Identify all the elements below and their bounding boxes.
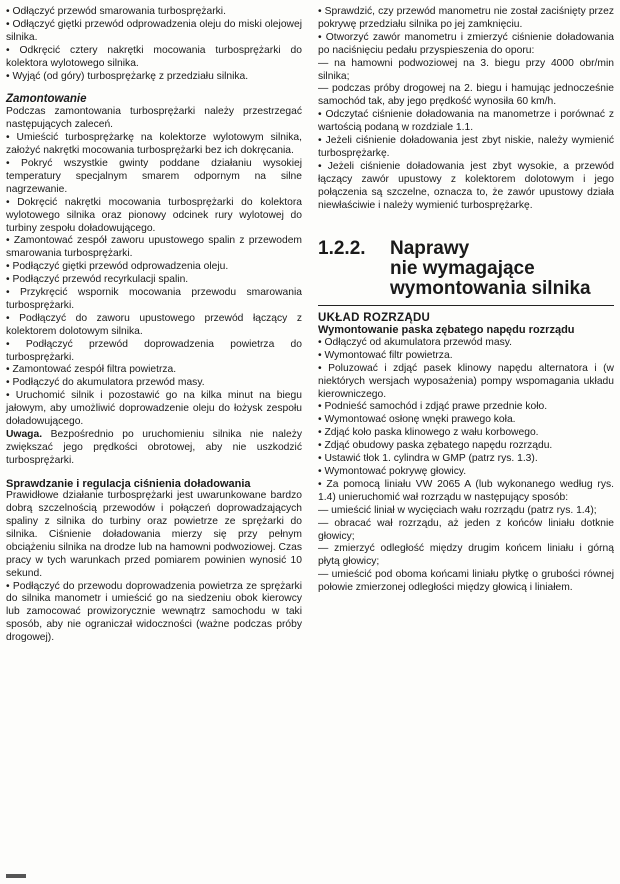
list-item: • Pokryć wszystkie gwinty poddane działaniu wysokiej temperatury specjalnym smarem odpornym na silne nagrzewanie. xyxy=(6,157,302,195)
list-item: — umieścić liniał w wycięciach wału rozrządu (patrz rys. 1.4); xyxy=(318,504,597,516)
list-item: — na hamowni podwoziowej na 3. biegu przy 4000 obr/min silnika; xyxy=(318,57,614,82)
note xyxy=(6,429,302,468)
subsection-title: Wymontowanie paska zębatego napędu rozrządu xyxy=(318,324,575,337)
list-item: • Otworzyć zawór manometru i zmierzyć ciśnienie doładowania po naciśnięciu pedału przyspieszenia do oporu: xyxy=(318,31,614,56)
list-item: • Wyjąć (od góry) turbosprężarkę z przedziału silnika. xyxy=(6,70,249,82)
list-item: • Podłączyć giętki przewód odprowadzenia oleju. xyxy=(6,261,229,273)
chapter-heading xyxy=(318,239,614,299)
list-item: • Jeżeli ciśnienie doładowania jest zbyt wysokie, a przewód łączący zawór upustowy z kolektorem dolotowym i jego połączenia są szczelne, oznacza to, że zawór upustowy działa niewłaściwie i należy wymienić turbosprężarkę. xyxy=(318,160,614,211)
chapter-title-line: wymontowania silnika xyxy=(390,277,591,299)
list-item: • Za pomocą liniału VW 2065 A (lub wykonanego według rys. 1.4) unieruchomić wał rozrządu w następujący sposób: xyxy=(318,478,614,503)
list-item: • Podłączyć do akumulatora przewód masy. xyxy=(6,377,205,389)
list-item: • Podłączyć do zaworu upustowego przewód łączący z kolektorem dolotowym silnika. xyxy=(6,312,302,337)
list-item: • Wymontować osłonę wnęki prawego koła. xyxy=(318,414,516,426)
page-corner-mark xyxy=(6,874,26,878)
section-title-zamontowanie: Zamontowanie xyxy=(6,93,87,106)
list-item: — podczas próby drogowej na 2. biegu i hamując jednocześnie samochód tak, aby jego prędkość wynosiła 60 km/h. xyxy=(318,83,614,108)
note-text: Bezpośrednio po uruchomieniu silnika nie należy zwiększać jego prędkości obrotowej, aby nie uszkodzić turbosprężarki. xyxy=(6,429,302,466)
list-item: • Ustawić tłok 1. cylindra w GMP (patrz rys. 1.3). xyxy=(318,453,538,465)
list-item: — umieścić pod oboma końcami liniału płytkę o grubości równej połowie zmierzonej odległości między głowicą i liniałem. xyxy=(318,569,614,594)
list-item: • Odłączyć giętki przewód odprowadzenia oleju do miski olejowej silnika. xyxy=(6,18,302,43)
list-item: • Zdjąć obudowy paska zębatego napędu rozrządu. xyxy=(318,440,553,452)
list-item: • Podłączyć przewód doprowadzenia powietrza do turbosprężarki. xyxy=(6,338,302,363)
list-item: • Podłączyć do przewodu doprowadzenia powietrza ze sprężarki do silnika manometr i umieścić go na siedzeniu obok kierowcy lub zamocować prowizorycznie wewnątrz samochodu w taki sposób, aby nie ograniczał widoczności (ważne podczas próby drogowej). xyxy=(6,580,302,644)
chapter-title xyxy=(390,239,614,299)
list-item: • Dokręcić nakrętki mocowania turbosprężarki do kolektora wylotowego silnika oraz pionowy odcinek rury wylotowej do turbiny zespołu doładowującego. xyxy=(6,196,302,234)
note-label: Uwaga. xyxy=(6,429,43,440)
list-item: • Wymontować pokrywę głowicy. xyxy=(318,465,467,477)
left-column xyxy=(6,6,302,645)
right-column xyxy=(318,6,614,595)
chapter-number: 1.2.2. xyxy=(318,237,366,259)
list-item: • Odkręcić cztery nakrętki mocowania turbosprężarki do kolektora wylotowego silnika. xyxy=(6,44,302,69)
list-item: • Umieścić turbosprężarkę na kolektorze wylotowym silnika, założyć nakrętki mocowania turbosprężarki bez ich dokręcania. xyxy=(6,132,302,157)
divider xyxy=(318,305,614,306)
system-title: UKŁAD ROZRZĄDU xyxy=(318,311,431,324)
list-item: • Uruchomić silnik i pozostawić go na kilka minut na biegu jałowym, aby umożliwić doprowadzenie oleju do łożysk zespołu doładowującego. xyxy=(6,390,302,428)
list-item: • Wymontować filtr powietrza. xyxy=(318,349,453,361)
list-item: • Jeżeli ciśnienie doładowania jest zbyt niskie, należy wymienić turbosprężarkę. xyxy=(318,135,614,159)
chapter-title-line: Naprawy xyxy=(390,237,470,259)
list-item: • Podnieść samochód i zdjąć prawe przednie koło. xyxy=(318,401,548,413)
list-item: • Sprawdzić, czy przewód manometru nie został zaciśnięty przez pokrywę przedziału silnika po jej zamknięciu. xyxy=(318,6,614,30)
list-item: • Przykręcić wspornik mocowania przewodu smarowania turbosprężarki. xyxy=(6,287,302,311)
list-item: — obracać wał rozrządu, aż jeden z końców liniału dotknie głowicy; xyxy=(318,517,614,542)
paragraph: Prawidłowe działanie turbosprężarki jest uwarunkowane bardzo dobrą szczelnością przewodów i połączeń doprowadzających spaliny z silnika do turbiny oraz powietrze ze sprężarki do silnika. Ciśnienie doładowania mierzy się przy pełnym obciążeniu silnika na drodze lub na hamowni podwoziowej. Czas pracy w tych warunkach przed pomiarem powinien wynosić 10 sekund. xyxy=(6,490,302,579)
list-item: • Zamontować zespół zaworu upustowego spalin z przewodem smarowania turbosprężarki. xyxy=(6,235,302,260)
list-item: • Odłączyć od akumulatora przewód masy. xyxy=(318,336,512,348)
list-item: • Odczytać ciśnienie doładowania na manometrze i porównać z wartością podaną w rozdziale 1.1. xyxy=(318,109,614,134)
list-item: • Poluzować i zdjąć pasek klinowy napędu alternatora i (w niektórych wersjach wyposażenia) pompy wspomagania układu kierowniczego. xyxy=(318,362,614,400)
list-item: — zmierzyć odległość między drugim końcem liniału i górną płytą głowicy; xyxy=(318,543,614,568)
chapter-title-line: nie wymagające xyxy=(390,257,535,279)
list-item: • Zamontować zespół filtra powietrza. xyxy=(6,364,177,376)
section-intro: Podczas zamontowania turbosprężarki należy przestrzegać następujących zaleceń. xyxy=(6,106,302,131)
list-item: • Podłączyć przewód recyrkulacji spalin. xyxy=(6,274,189,286)
list-item: • Zdjąć koło paska klinowego z wału korbowego. xyxy=(318,427,539,439)
section-title-sprawdzanie: Sprawdzanie i regulacja ciśnienia doładowania xyxy=(6,477,251,490)
list-item: • Odłączyć przewód smarowania turbosprężarki. xyxy=(6,6,226,17)
